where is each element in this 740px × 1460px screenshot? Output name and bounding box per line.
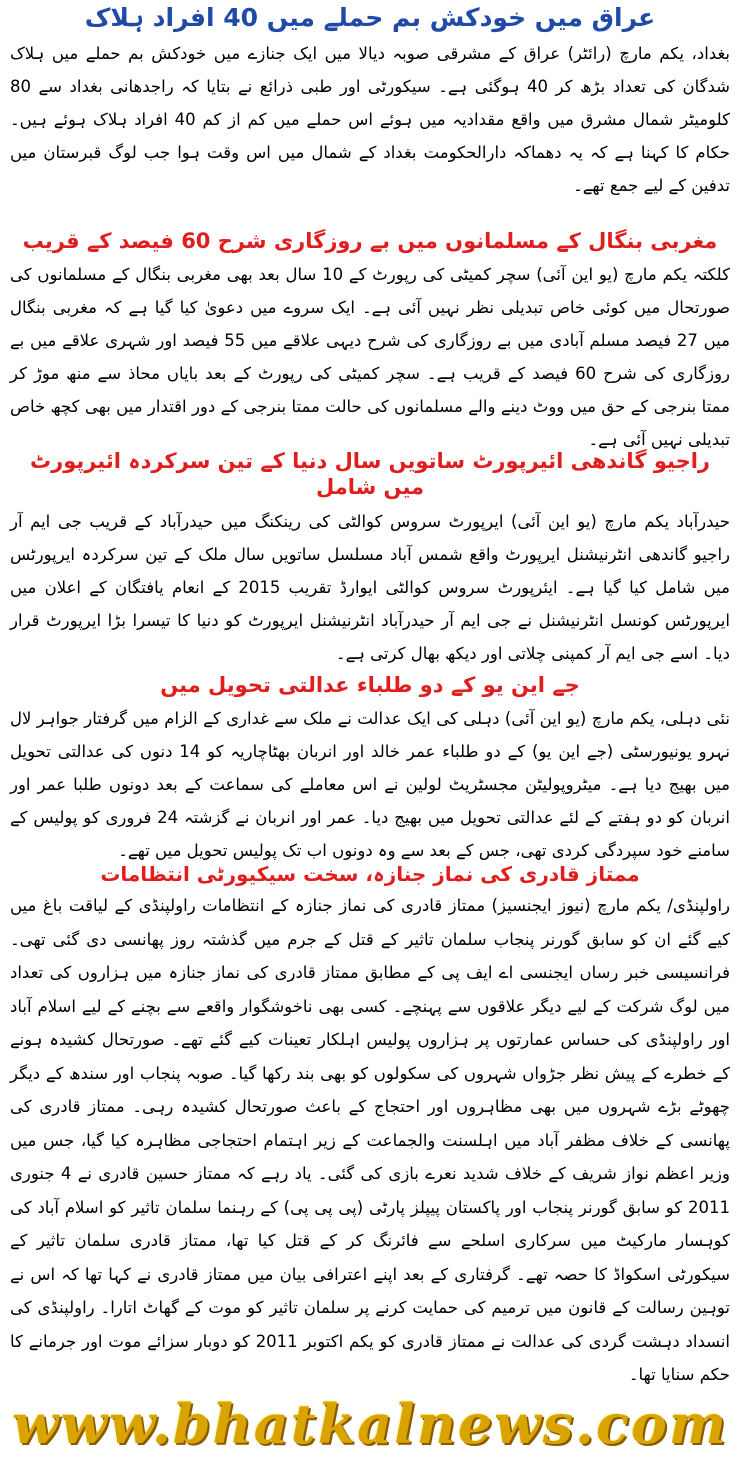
article-iraq-bombing bbox=[10, 2, 730, 202]
article-headline: مغربی بنگال کے مسلمانوں میں بے روزگاری شرح 60 فیصد کے قریب bbox=[22, 229, 718, 253]
article-body: حیدرآباد یکم مارچ (یو این آئی) ایرپورٹ سروس کوالٹی کی رینکنگ میں حیدرآباد کے قریب جی ایم آر راجیو گاندھی انٹرنیشنل ایرپورٹ واقع شمس آباد مسلسل ساتویں سال ملک کے تین سرکردہ ایرپورٹس میں شامل کیا گیا ہے۔ ایئرپورٹ سروس کوالٹی ایوارڈ تقریب 2015 کے انعام یافتگان کے اعلان میں ایرپورٹس کونسل انٹرنیشنل نے جی ایم آر حیدرآباد انٹرنیشنل ایرپورٹ کو دنیا کا تیسرا بڑا ایرپورٹ قرار دیا۔ اسے جی ایم آر کمپنی چلاتی اور دیکھ بھال کرتی ہے۔ bbox=[10, 511, 730, 663]
main-headline: عراق میں خودکش بم حملے میں 40 افراد ہلاک bbox=[84, 3, 656, 32]
article-body: راولپنڈی/ یکم مارچ (نیوز ایجنسیز) ممتاز قادری کی نماز جنازہ کے انتظامات راولپنڈی کے لیاقت باغ میں کیے گئے ان کو سابق گورنر پنجاب سلمان تاثیر کے قتل کے جرم میں گذشتہ روز پھانسی دی گئی تھی۔ فرانسیسی خبر رساں ایجنسی اے ایف پی کے مطابق ممتاز قادری کی نماز جنازہ میں ہزاروں کی تعداد میں لوگ شرکت کے لیے دیگر علاقوں سے پہنچے۔ کسی بھی ناخوشگوار واقعے سے بچنے کے لیے اسلام آباد اور راولپنڈی کی حساس عمارتوں پر ہزاروں پولیس اہلکار تعینات کیے گئے تھے۔ صورتحال کشیدہ ہونے کے خطرے کے پیش نظر جڑواں شہروں کی سکولوں کو بھی بند رکھا گیا۔ صوبہ پنجاب اور سندھ کے دیگر چھوٹے بڑے شہروں میں بھی مظاہروں اور احتجاج کے باعث صورتحال کشیدہ رہی۔ ممتاز قادری کی پھانسی کے خلاف مظفر آباد میں اہلسنت والجماعت کے زیر اہتمام احتجاجی مظاہرہ کیا گیا، جس میں وزیر اعظم نواز شریف کے خلاف شدید نعرے بازی کی گئی۔ یاد رہے کہ ممتاز حسین قادری نے 4 جنوری 2011 کو سابق گورنر پنجاب اور پاکستان پیپلز پارٹی (پی پی پی) کے رہنما سلمان تاثیر کو اسلام آباد کی کوہسار مارکیٹ میں سرکاری اسلحے سے فائرنگ کر کے قتل کیا تھا، ممتاز قادری سلمان تاثیر کے سیکورٹی اسکواڈ کا حصہ تھے۔ گرفتاری کے بعد اپنے اعترافی بیان میں ممتاز قادری نے کہا تھا کہ اس نے توہین رسالت کے قانون میں ترمیم کی حمایت کرنے پر سلمان تاثیر کو موت کے گھاٹ اتارا۔ راولپنڈی کی انسداد دہشت گردی کی عدالت نے ممتاز قادری کو یکم اکتوبر 2011 کو دوبار سزائے موت اور جرمانے کا حکم سنایا تھا۔ bbox=[10, 896, 730, 1384]
article-mumtaz-qadri-funeral bbox=[10, 862, 730, 1392]
article-headline: ممتاز قادری کی نماز جنازہ، سخت سیکیورٹی انتظامات bbox=[100, 862, 640, 886]
article-headline: راجیو گاندھی ائیرپورٹ ساتویں سال دنیا کے تین سرکردہ ائیرپورٹ میں شامل bbox=[30, 449, 710, 500]
article-body: کلکتہ یکم مارچ (یو این آئی) سچر کمیٹی کی رپورٹ کے 10 سال بعد بھی مغربی بنگال کے مسلمانوں کی صورتحال میں کوئی خاص تبدیلی نظر نہیں آئی ہے۔ ایک سروے میں دعویٰ کیا گیا ہے کہ مغربی بنگال میں 27 فیصد مسلم آبادی میں بے روزگاری کی شرح دیہی علاقے میں 55 فیصد اور شہری علاقے میں بے روزگاری کی شرح 60 فیصد کے قریب ہے۔ سچر کمیٹی کی رپورٹ کے بعد بایاں محاذ سے منھ موڑ کر ممتا بنرجی کے حق میں ووٹ دینے والے مسلمانوں کی حالت ممتا بنرجی کے دور اقتدار میں بھی کچھ خاص تبدیلی نہیں آئی ہے۔ bbox=[10, 265, 731, 450]
article-headline: جے این یو کے دو طلباء عدالتی تحویل میں bbox=[160, 673, 580, 697]
article-body: بغداد، یکم مارچ (رائٹر) عراق کے مشرقی صوبہ دیالا میں ایک جنازے میں خودکش بم حملے میں ہلاک شدگان کی تعداد بڑھ کر 40 ہوگئی ہے۔ سیکورٹی اور طبی ذرائع نے بتایا کہ راجدھانی بغداد سے 80 کلومیٹر شمال مشرق میں واقع مقدادیہ میں ہوئے اس حملے میں کم از کم 40 افراد ہلاک ہوئے ہیں۔ حکام کا کہنا ہے کہ یہ دھماکہ دارالحکومت بغداد کے شمال میں اس وقت ہوا جب لوگ قبرستان میں تدفین کے لیے جمع تھے۔ bbox=[10, 44, 731, 196]
article-jnu-students bbox=[10, 672, 730, 867]
article-hyderabad-airport bbox=[10, 448, 730, 670]
article-bengal-unemployment bbox=[10, 228, 730, 456]
website-logo: www.bhatkalnews.com bbox=[11, 1392, 729, 1456]
article-body: نئی دہلی، یکم مارچ (یو این آئی) دہلی کی ایک عدالت نے ملک سے غداری کے الزام میں گرفتار جواہر لال نہرو یونیورسٹی (جے این یو) کے دو طلباء عمر خالد اور انربان بھٹاچاریہ کو 14 دنوں کی عدالتی تحویل میں بھیج دیا ہے۔ میٹروپولیٹن مجسٹریٹ لولین نے اس معاملے کی سماعت کے بعد دونوں طلبا عمر اور انربان کو دو ہفتے کے لئے عدالتی تحویل میں بھیج دیا۔ عمر اور انربان نے گزشتہ 24 فروری کو پولیس کے سامنے خود سپردگی کردی تھی، جس کے بعد سے وہ دونوں اب تک پولیس تحویل میں تھے۔ bbox=[10, 709, 731, 861]
